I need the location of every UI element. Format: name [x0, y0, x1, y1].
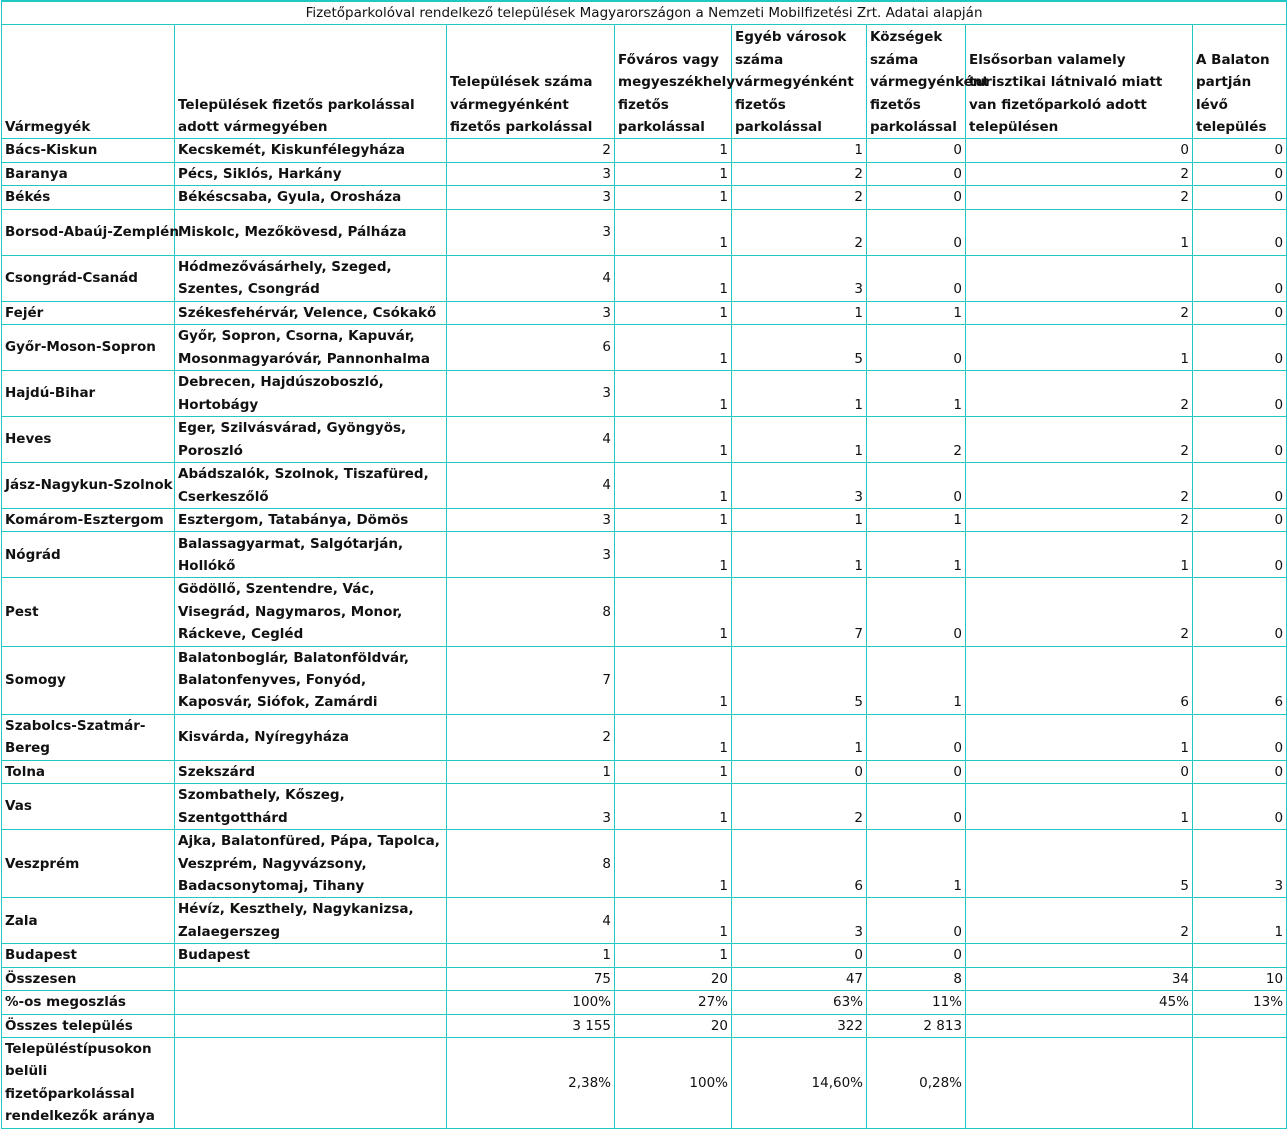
table-row [2, 209, 1287, 255]
county-cell: Veszprém [2, 830, 175, 898]
towns-cell: Balassagyarmat, Salgótarján, Hollókő [175, 532, 447, 578]
summary-empty-cell [175, 1037, 447, 1128]
other-cities-cell: 1 [732, 301, 867, 324]
summary-bal-cell [1193, 1037, 1287, 1128]
summary-vill-cell: 8 [867, 967, 966, 990]
county-cell: Csongrád-Csanád [2, 255, 175, 301]
summary-tour-cell [966, 1037, 1193, 1128]
county-cell: Szabolcs-Szatmár-Bereg [2, 714, 175, 760]
capital-cell: 1 [615, 463, 732, 509]
other-cities-cell: 1 [732, 417, 867, 463]
table-row [2, 784, 1287, 830]
summary-empty-cell [175, 967, 447, 990]
capital-cell: 1 [615, 898, 732, 944]
villages-cell: 0 [867, 186, 966, 209]
balaton-cell: 6 [1193, 646, 1287, 714]
county-cell: Baranya [2, 162, 175, 185]
summary-bal-cell [1193, 1014, 1287, 1037]
summary-other-cell: 47 [732, 967, 867, 990]
tourist-cell: 2 [966, 463, 1193, 509]
table-row [2, 532, 1287, 578]
villages-cell: 1 [867, 532, 966, 578]
summary-vill-cell: 11% [867, 991, 966, 1014]
towns-cell: Pécs, Siklós, Harkány [175, 162, 447, 185]
county-cell: Jász-Nagykun-Szolnok [2, 463, 175, 509]
capital-cell: 1 [615, 830, 732, 898]
towns-cell: Kecskemét, Kiskunfélegyháza [175, 139, 447, 162]
summary-vill-cell: 0,28% [867, 1037, 966, 1128]
capital-cell: 1 [615, 162, 732, 185]
table-row [2, 714, 1287, 760]
balaton-cell: 0 [1193, 255, 1287, 301]
tourist-cell [966, 255, 1193, 301]
capital-cell: 1 [615, 325, 732, 371]
summary-cap-cell: 27% [615, 991, 732, 1014]
count-cell: 3 [447, 301, 615, 324]
capital-cell: 1 [615, 417, 732, 463]
summary-label: Összes település [2, 1014, 175, 1037]
count-cell: 4 [447, 255, 615, 301]
table-row [2, 162, 1287, 185]
villages-cell: 0 [867, 760, 966, 783]
balaton-cell: 0 [1193, 509, 1287, 532]
summary-row [2, 991, 1287, 1014]
villages-cell: 0 [867, 578, 966, 646]
header-balaton: A Balaton partján lévő település [1193, 25, 1287, 139]
balaton-cell: 0 [1193, 532, 1287, 578]
count-cell: 3 [447, 532, 615, 578]
towns-cell: Szekszárd [175, 760, 447, 783]
balaton-cell: 0 [1193, 301, 1287, 324]
summary-other-cell: 14,60% [732, 1037, 867, 1128]
count-cell: 4 [447, 898, 615, 944]
other-cities-cell: 2 [732, 784, 867, 830]
villages-cell: 0 [867, 784, 966, 830]
county-cell: Zala [2, 898, 175, 944]
table-row [2, 830, 1287, 898]
count-cell: 3 [447, 209, 615, 255]
count-cell: 1 [447, 944, 615, 967]
other-cities-cell: 2 [732, 209, 867, 255]
villages-cell: 0 [867, 209, 966, 255]
capital-cell: 1 [615, 186, 732, 209]
towns-cell: Miskolc, Mezőkövesd, Pálháza [175, 209, 447, 255]
tourist-cell: 1 [966, 209, 1193, 255]
towns-cell: Debrecen, Hajdúszoboszló, Hortobágy [175, 371, 447, 417]
header-other-cities: Egyéb városok száma vármegyénként fizetős parkolással [732, 25, 867, 139]
summary-cap-cell: 20 [615, 967, 732, 990]
capital-cell: 1 [615, 714, 732, 760]
towns-cell: Esztergom, Tatabánya, Dömös [175, 509, 447, 532]
summary-tour-cell: 45% [966, 991, 1193, 1014]
villages-cell: 0 [867, 255, 966, 301]
other-cities-cell: 2 [732, 186, 867, 209]
summary-row [2, 967, 1287, 990]
tourist-cell: 1 [966, 714, 1193, 760]
summary-n-cell: 3 155 [447, 1014, 615, 1037]
header-villages: Községek száma vármegyénként fizetős parkolással [867, 25, 966, 139]
balaton-cell: 0 [1193, 186, 1287, 209]
count-cell: 3 [447, 162, 615, 185]
table-row [2, 371, 1287, 417]
capital-cell: 1 [615, 944, 732, 967]
table-row [2, 417, 1287, 463]
summary-tour-cell [966, 1014, 1193, 1037]
table-row [2, 463, 1287, 509]
tourist-cell: 2 [966, 509, 1193, 532]
tourist-cell: 2 [966, 371, 1193, 417]
tourist-cell: 2 [966, 898, 1193, 944]
balaton-cell: 0 [1193, 209, 1287, 255]
other-cities-cell: 1 [732, 371, 867, 417]
header-capital: Főváros vagy megyeszékhely fizetős parkolással [615, 25, 732, 139]
count-cell: 7 [447, 646, 615, 714]
towns-cell: Győr, Sopron, Csorna, Kapuvár, Mosonmagyaróvár, Pannonhalma [175, 325, 447, 371]
balaton-cell: 0 [1193, 371, 1287, 417]
towns-cell: Szombathely, Kőszeg, Szentgotthárd [175, 784, 447, 830]
capital-cell: 1 [615, 784, 732, 830]
count-cell: 2 [447, 139, 615, 162]
county-cell: Borsod-Abaúj-Zemplén [2, 209, 175, 255]
towns-cell: Hévíz, Keszthely, Nagykanizsa, Zalaegerszeg [175, 898, 447, 944]
tourist-cell: 6 [966, 646, 1193, 714]
balaton-cell [1193, 944, 1287, 967]
other-cities-cell: 5 [732, 646, 867, 714]
county-cell: Heves [2, 417, 175, 463]
table-row [2, 646, 1287, 714]
capital-cell: 1 [615, 578, 732, 646]
county-cell: Budapest [2, 944, 175, 967]
villages-cell: 0 [867, 714, 966, 760]
county-cell: Nógrád [2, 532, 175, 578]
table-row [2, 509, 1287, 532]
balaton-cell: 0 [1193, 714, 1287, 760]
table-row [2, 139, 1287, 162]
villages-cell: 0 [867, 162, 966, 185]
count-cell: 2 [447, 714, 615, 760]
summary-label: Összesen [2, 967, 175, 990]
capital-cell: 1 [615, 209, 732, 255]
tourist-cell: 0 [966, 139, 1193, 162]
other-cities-cell: 3 [732, 898, 867, 944]
capital-cell: 1 [615, 139, 732, 162]
towns-cell: Gödöllő, Szentendre, Vác, Visegrád, Nagymaros, Monor, Ráckeve, Cegléd [175, 578, 447, 646]
tourist-cell: 2 [966, 186, 1193, 209]
balaton-cell: 0 [1193, 463, 1287, 509]
parking-table [1, 0, 1287, 1129]
capital-cell: 1 [615, 255, 732, 301]
table-row [2, 325, 1287, 371]
tourist-cell: 1 [966, 532, 1193, 578]
count-cell: 4 [447, 463, 615, 509]
tourist-cell: 2 [966, 162, 1193, 185]
table-title: Fizetőparkolóval rendelkező települések Magyarországon a Nemzeti Mobilfizetési Zrt. Adatai alapján [2, 1, 1287, 25]
villages-cell: 1 [867, 830, 966, 898]
towns-cell: Abádszalók, Szolnok, Tiszafüred, Cserkeszőlő [175, 463, 447, 509]
county-cell: Pest [2, 578, 175, 646]
summary-n-cell: 2,38% [447, 1037, 615, 1128]
county-cell: Fejér [2, 301, 175, 324]
balaton-cell: 3 [1193, 830, 1287, 898]
other-cities-cell: 0 [732, 944, 867, 967]
towns-cell: Hódmezővásárhely, Szeged, Szentes, Csongrád [175, 255, 447, 301]
villages-cell: 1 [867, 301, 966, 324]
villages-cell: 0 [867, 898, 966, 944]
count-cell: 3 [447, 186, 615, 209]
other-cities-cell: 1 [732, 509, 867, 532]
villages-cell: 1 [867, 371, 966, 417]
towns-cell: Budapest [175, 944, 447, 967]
tourist-cell: 2 [966, 301, 1193, 324]
villages-cell: 0 [867, 463, 966, 509]
summary-bal-cell: 13% [1193, 991, 1287, 1014]
county-cell: Komárom-Esztergom [2, 509, 175, 532]
count-cell: 3 [447, 784, 615, 830]
other-cities-cell: 5 [732, 325, 867, 371]
summary-empty-cell [175, 991, 447, 1014]
summary-other-cell: 322 [732, 1014, 867, 1037]
summary-other-cell: 63% [732, 991, 867, 1014]
summary-label: Településtípusokon belüli fizetőparkolással rendelkezők aránya [2, 1037, 175, 1128]
tourist-cell: 0 [966, 760, 1193, 783]
summary-n-cell: 100% [447, 991, 615, 1014]
tourist-cell: 5 [966, 830, 1193, 898]
county-cell: Somogy [2, 646, 175, 714]
capital-cell: 1 [615, 301, 732, 324]
header-towns: Települések fizetős parkolással adott vármegyében [175, 25, 447, 139]
county-cell: Vas [2, 784, 175, 830]
balaton-cell: 0 [1193, 760, 1287, 783]
towns-cell: Eger, Szilvásvárad, Gyöngyös, Poroszló [175, 417, 447, 463]
villages-cell: 2 [867, 417, 966, 463]
capital-cell: 1 [615, 532, 732, 578]
balaton-cell: 0 [1193, 578, 1287, 646]
capital-cell: 1 [615, 371, 732, 417]
other-cities-cell: 0 [732, 760, 867, 783]
villages-cell: 0 [867, 139, 966, 162]
balaton-cell: 1 [1193, 898, 1287, 944]
table-row [2, 186, 1287, 209]
county-cell: Bács-Kiskun [2, 139, 175, 162]
summary-bal-cell: 10 [1193, 967, 1287, 990]
villages-cell: 1 [867, 509, 966, 532]
count-cell: 3 [447, 371, 615, 417]
villages-cell: 0 [867, 944, 966, 967]
summary-label: %-os megoszlás [2, 991, 175, 1014]
summary-empty-cell [175, 1014, 447, 1037]
tourist-cell [966, 944, 1193, 967]
balaton-cell: 0 [1193, 162, 1287, 185]
villages-cell: 1 [867, 646, 966, 714]
other-cities-cell: 1 [732, 714, 867, 760]
other-cities-cell: 1 [732, 139, 867, 162]
tourist-cell: 2 [966, 578, 1193, 646]
tourist-cell: 2 [966, 417, 1193, 463]
header-tourist: Elsősorban valamely turisztikai látnivaló miatt van fizetőparkoló adott településen [966, 25, 1193, 139]
capital-cell: 1 [615, 646, 732, 714]
summary-cap-cell: 20 [615, 1014, 732, 1037]
summary-n-cell: 75 [447, 967, 615, 990]
capital-cell: 1 [615, 509, 732, 532]
county-cell: Békés [2, 186, 175, 209]
count-cell: 6 [447, 325, 615, 371]
count-cell: 4 [447, 417, 615, 463]
county-cell: Tolna [2, 760, 175, 783]
balaton-cell: 0 [1193, 417, 1287, 463]
count-cell: 8 [447, 830, 615, 898]
other-cities-cell: 1 [732, 532, 867, 578]
summary-tour-cell: 34 [966, 967, 1193, 990]
count-cell: 8 [447, 578, 615, 646]
other-cities-cell: 3 [732, 255, 867, 301]
header-county: Vármegyék [2, 25, 175, 139]
towns-cell: Székesfehérvár, Velence, Csókakő [175, 301, 447, 324]
summary-vill-cell: 2 813 [867, 1014, 966, 1037]
other-cities-cell: 7 [732, 578, 867, 646]
tourist-cell: 1 [966, 784, 1193, 830]
count-cell: 3 [447, 509, 615, 532]
towns-cell: Békéscsaba, Gyula, Orosháza [175, 186, 447, 209]
other-cities-cell: 6 [732, 830, 867, 898]
table-row [2, 578, 1287, 646]
table-row [2, 255, 1287, 301]
count-cell: 1 [447, 760, 615, 783]
balaton-cell: 0 [1193, 784, 1287, 830]
balaton-cell: 0 [1193, 325, 1287, 371]
tourist-cell: 1 [966, 325, 1193, 371]
towns-cell: Ajka, Balatonfüred, Pápa, Tapolca, Veszprém, Nagyvázsony, Badacsonytomaj, Tihany [175, 830, 447, 898]
balaton-cell: 0 [1193, 139, 1287, 162]
header-count: Települések száma vármegyénként fizetős parkolással [447, 25, 615, 139]
county-cell: Győr-Moson-Sopron [2, 325, 175, 371]
table-row [2, 301, 1287, 324]
summary-cap-cell: 100% [615, 1037, 732, 1128]
table-row [2, 898, 1287, 944]
towns-cell: Balatonboglár, Balatonföldvár, Balatonfenyves, Fonyód, Kaposvár, Siófok, Zamárdi [175, 646, 447, 714]
table-row [2, 944, 1287, 967]
capital-cell: 1 [615, 760, 732, 783]
summary-row [2, 1037, 1287, 1128]
towns-cell: Kisvárda, Nyíregyháza [175, 714, 447, 760]
table-row [2, 760, 1287, 783]
other-cities-cell: 3 [732, 463, 867, 509]
villages-cell: 0 [867, 325, 966, 371]
summary-row [2, 1014, 1287, 1037]
county-cell: Hajdú-Bihar [2, 371, 175, 417]
other-cities-cell: 2 [732, 162, 867, 185]
